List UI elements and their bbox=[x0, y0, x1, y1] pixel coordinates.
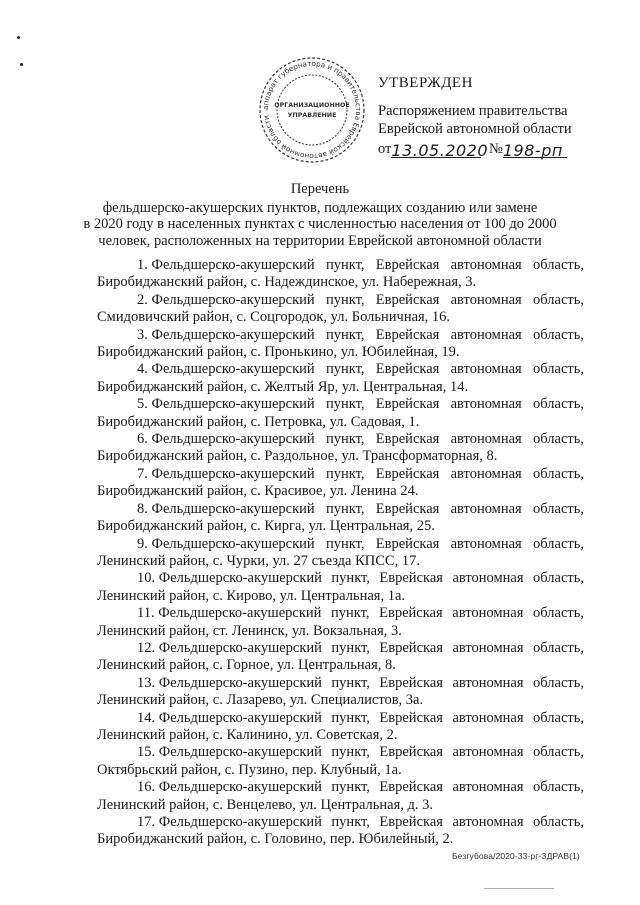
list-item-text: пункт, bbox=[325, 500, 365, 517]
list-item-text: 13. bbox=[137, 674, 156, 691]
list-item-text: Еврейская bbox=[379, 570, 443, 587]
list-item-text: Биробиджанский район, с. Петровка, ул. Садовая, 1. bbox=[97, 413, 420, 430]
list-item-text: автономная bbox=[450, 431, 522, 448]
list-item-text: автономная bbox=[452, 709, 524, 726]
list-item-text: 3. bbox=[137, 326, 148, 343]
list-item-text: Биробиджанский район, с. Раздольное, ул. Трансформаторная, 8. bbox=[97, 448, 498, 465]
list-item bbox=[97, 257, 584, 292]
number-value: 198-рп bbox=[502, 141, 563, 160]
list-item-text: пункт, bbox=[325, 465, 365, 482]
approval-date-row bbox=[378, 140, 572, 158]
list-item-text: автономная bbox=[450, 500, 522, 517]
list-item-text: Фельдшерско-акушерский bbox=[158, 639, 322, 656]
scan-speck bbox=[17, 36, 20, 39]
list-item bbox=[97, 710, 584, 745]
list-item-text: 15. bbox=[137, 744, 156, 761]
list-item bbox=[97, 814, 584, 849]
list-item-text: область, bbox=[533, 709, 584, 726]
number-field bbox=[503, 142, 567, 158]
list-item-text: автономная bbox=[452, 639, 524, 656]
list-item-text: пункт, bbox=[331, 744, 370, 761]
list-item-text bbox=[137, 570, 322, 587]
list-item-text: Еврейская bbox=[375, 431, 440, 448]
list-item-text: пункт, bbox=[331, 709, 370, 726]
document-heading bbox=[60, 181, 580, 249]
list-item-text: область, bbox=[533, 361, 584, 378]
list-item-text: Фельдшерско-акушерский bbox=[151, 535, 315, 552]
list-item-text: Ленинский район, с. Калинино, ул. Советская, 2. bbox=[97, 726, 398, 743]
list-item-text: 11. bbox=[137, 605, 155, 622]
list-item-text bbox=[137, 675, 322, 692]
list-item-text: область, bbox=[533, 674, 584, 691]
list-item-text: Фельдшерско-акушерский bbox=[151, 465, 315, 482]
list-item bbox=[97, 536, 584, 571]
list-item-text: 12. bbox=[137, 639, 156, 656]
list-item bbox=[97, 675, 584, 710]
list-item-text: область, bbox=[533, 779, 584, 796]
stamp-graphic bbox=[256, 54, 368, 166]
list-item-text bbox=[137, 814, 322, 831]
list-item bbox=[97, 570, 584, 605]
list-item-text: Ленинский район, с. Чурки, ул. 27 съезда КПСС, 17. bbox=[97, 552, 420, 569]
list-item-text: Фельдшерско-акушерский bbox=[151, 257, 315, 273]
list-item-text: пункт, bbox=[325, 291, 365, 308]
list-item-text: пункт, bbox=[325, 431, 365, 448]
list-item-text bbox=[137, 327, 315, 344]
list-item-text: пункт, bbox=[325, 535, 365, 552]
list-item-text: 8. bbox=[137, 500, 148, 517]
heading-line-1: фельдшерско-акушерских пунктов, подлежащих созданию или замене bbox=[102, 199, 538, 216]
list-item-text: 7. bbox=[137, 465, 148, 482]
document-reference-footer: Безгубова/2020-33-рг-ЗДРАВ(1) bbox=[452, 851, 580, 861]
approval-line-1: Распоряжением правительства bbox=[378, 103, 568, 119]
list-item-text: 2. bbox=[137, 291, 148, 308]
list-item-text: Биробиджанский район, с. Пронькино, ул. Юбилейная, 19. bbox=[97, 344, 460, 361]
list-item bbox=[97, 640, 584, 675]
number-prefix: № bbox=[489, 141, 503, 157]
scan-artifact bbox=[484, 888, 554, 889]
date-value: 13.05.2020 bbox=[391, 141, 489, 160]
list-item-text: Фельдшерско-акушерский bbox=[151, 396, 315, 413]
list-item-text: Еврейская bbox=[375, 291, 440, 308]
list-item-text bbox=[137, 361, 315, 378]
list-item-text: Биробиджанский район, с. Надеждинское, ул. Набережная, 3. bbox=[97, 274, 477, 291]
list-item-text: пункт, bbox=[325, 396, 365, 413]
list-item-text: Биробиджанский район, с. Желтый Яр, ул. Центральная, 14. bbox=[97, 378, 469, 395]
date-field bbox=[391, 141, 489, 160]
facility-list bbox=[97, 257, 584, 849]
list-item-text: Фельдшерско-акушерский bbox=[158, 709, 322, 726]
list-item-text: Ленинский район, ст. Ленинск, ул. Вокзальная, 3. bbox=[97, 622, 402, 639]
list-item-text: автономная bbox=[450, 465, 522, 482]
list-item-text: Фельдшерско-акушерский bbox=[151, 361, 315, 378]
list-item-text: автономная bbox=[452, 674, 524, 691]
list-item bbox=[97, 779, 584, 814]
list-item-text: пункт, bbox=[331, 605, 370, 622]
list-item-text: Еврейская bbox=[379, 814, 443, 830]
list-item-text: автономная bbox=[452, 744, 524, 761]
list-item-text: автономная bbox=[450, 396, 522, 413]
list-item-text: Биробиджанский район, с. Кирга, ул. Центральная, 25. bbox=[97, 518, 435, 535]
approval-line-2: Еврейской автономной области bbox=[378, 121, 572, 137]
list-item-text: Фельдшерско-акушерский bbox=[158, 570, 322, 587]
list-item-text: Биробиджанский район, с. Головино, пер. Юбилейный, 2. bbox=[97, 831, 454, 848]
list-item-text: автономная bbox=[450, 257, 522, 273]
list-item-text: автономная bbox=[450, 326, 522, 343]
list-item bbox=[97, 466, 584, 501]
list-item-text: Октябрьский район, с. Пузино, пер. Клубный, 1а. bbox=[97, 761, 402, 778]
list-item-text: Фельдшерско-акушерский bbox=[151, 326, 315, 343]
list-item-text bbox=[137, 466, 315, 483]
stamp-center-line-1: ОРГАНИЗАЦИОННОЕ bbox=[274, 102, 350, 109]
list-item-text: Фельдшерско-акушерский bbox=[151, 431, 315, 448]
list-item-text: 4. bbox=[137, 361, 148, 378]
list-item-text bbox=[137, 640, 322, 657]
list-item-text: область, bbox=[533, 570, 584, 587]
list-item-text: 6. bbox=[137, 431, 148, 448]
list-item-text: область, bbox=[533, 814, 584, 830]
list-item-text: автономная bbox=[452, 570, 524, 587]
list-item-text bbox=[137, 536, 315, 553]
list-item-text bbox=[137, 501, 315, 518]
heading-line-2: в 2020 году в населенных пунктах с численностью населения от 100 до 2000 bbox=[83, 216, 557, 232]
list-item-text bbox=[137, 292, 315, 309]
list-item-text bbox=[137, 710, 322, 727]
list-item-text: 10. bbox=[137, 570, 156, 587]
list-item-text: Еврейская bbox=[375, 500, 440, 517]
list-item-text: Ленинский район, с. Кирово, ул. Центральная, 1а. bbox=[97, 587, 406, 604]
list-item-text: автономная bbox=[452, 779, 524, 796]
list-item bbox=[97, 501, 584, 536]
heading-line-3: человек, расположенных на территории Еврейской автономной области bbox=[98, 232, 542, 249]
list-item-text: Еврейская bbox=[375, 465, 440, 482]
heading-title: Перечень bbox=[290, 181, 350, 197]
list-item-text: Ленинский район, с. Горное, ул. Центральная, 8. bbox=[97, 657, 396, 674]
list-item-text: Еврейская bbox=[375, 257, 440, 273]
list-item-text: область, bbox=[533, 744, 584, 761]
list-item-text bbox=[137, 396, 315, 413]
list-item-text: Ленинский район, с. Лазарево, ул. Специалистов, 3а. bbox=[97, 692, 424, 709]
list-item-text: пункт, bbox=[331, 779, 370, 796]
list-item-text: область, bbox=[533, 465, 584, 482]
list-item-text: 1. bbox=[137, 257, 148, 273]
list-item-text: автономная bbox=[450, 291, 522, 308]
list-item-text: Фельдшерско-акушерский bbox=[158, 814, 322, 830]
approval-block bbox=[378, 74, 572, 158]
list-item-text bbox=[137, 431, 315, 448]
list-item-text: Фельдшерско-акушерский bbox=[158, 674, 322, 691]
list-item-text: область, bbox=[533, 291, 584, 308]
list-item bbox=[97, 327, 584, 362]
list-item-text: область, bbox=[533, 257, 584, 273]
list-item-text bbox=[137, 744, 322, 761]
list-item-text: Еврейская bbox=[379, 709, 443, 726]
list-item-text: Фельдшерско-акушерский bbox=[151, 500, 315, 517]
list-item bbox=[97, 292, 584, 327]
list-item-text: Фельдшерско-акушерский bbox=[158, 744, 322, 761]
list-item-text: 5. bbox=[137, 396, 148, 413]
list-item-text: Еврейская bbox=[375, 326, 440, 343]
list-item-text: область, bbox=[533, 396, 584, 413]
list-item-text: Еврейская bbox=[379, 639, 443, 656]
list-item-text: автономная bbox=[450, 535, 522, 552]
list-item-text: Смидовичский район, с. Соцгородок, ул. Больничная, 16. bbox=[97, 309, 451, 326]
list-item bbox=[97, 361, 584, 396]
stamp-ring-text: аппарат губернатора и правительства Еврейской автономной области bbox=[260, 58, 364, 162]
list-item-text: Еврейская bbox=[379, 779, 443, 796]
list-item-text: область, bbox=[533, 535, 584, 552]
list-item-text: автономная bbox=[452, 605, 524, 622]
list-item-text: Еврейская bbox=[379, 744, 443, 761]
list-item-text: пункт, bbox=[331, 570, 370, 587]
list-item-text: 16. bbox=[137, 779, 156, 796]
list-item-text: 9. bbox=[137, 535, 148, 552]
list-item bbox=[97, 396, 584, 431]
list-item-text: Фельдшерско-акушерский bbox=[151, 291, 315, 308]
list-item bbox=[97, 431, 584, 466]
list-item-text: автономная bbox=[452, 814, 524, 830]
list-item-text bbox=[137, 605, 321, 622]
date-prefix: от bbox=[378, 141, 392, 157]
list-item-text: Еврейская bbox=[375, 361, 440, 378]
list-item-text: Фельдшерско-акушерский bbox=[158, 605, 322, 622]
list-item bbox=[97, 744, 584, 779]
list-item-text: область, bbox=[533, 326, 584, 343]
list-item-text: Еврейская bbox=[375, 535, 440, 552]
list-item-text: 17. bbox=[137, 814, 156, 830]
list-item-text: 14. bbox=[137, 709, 156, 726]
list-item-text: Еврейская bbox=[375, 396, 440, 413]
list-item-text: автономная bbox=[450, 361, 522, 378]
list-item-text: Биробиджанский район, с. Красивое, ул. Ленина 24. bbox=[97, 483, 419, 500]
list-item-text: Фельдшерско-акушерский bbox=[158, 779, 322, 796]
list-item-text: пункт, bbox=[325, 361, 365, 378]
list-item-text: пункт, bbox=[325, 326, 365, 343]
list-item-text: Еврейская bbox=[379, 674, 443, 691]
list-item-text: область, bbox=[533, 431, 584, 448]
list-item bbox=[97, 605, 584, 640]
list-item-text bbox=[137, 257, 315, 274]
list-item-text: область, bbox=[533, 605, 584, 622]
list-item-text: область, bbox=[533, 500, 584, 517]
list-item-text: пункт, bbox=[331, 674, 370, 691]
approval-title: УТВЕРЖДЕН bbox=[378, 75, 473, 91]
list-item-text: область, bbox=[533, 639, 584, 656]
stamp-center-line-2: УПРАВЛЕНИЕ bbox=[287, 112, 337, 119]
list-item-text: пункт, bbox=[325, 257, 365, 273]
list-item-text: Еврейская bbox=[379, 605, 443, 622]
list-item-text: пункт, bbox=[331, 639, 370, 656]
official-stamp bbox=[256, 54, 368, 166]
scan-speck bbox=[20, 63, 23, 66]
list-item-text bbox=[137, 779, 322, 796]
list-item-text: пункт, bbox=[331, 814, 370, 830]
list-item-text: Ленинский район, с. Венцелево, ул. Центральная, д. 3. bbox=[97, 796, 434, 813]
